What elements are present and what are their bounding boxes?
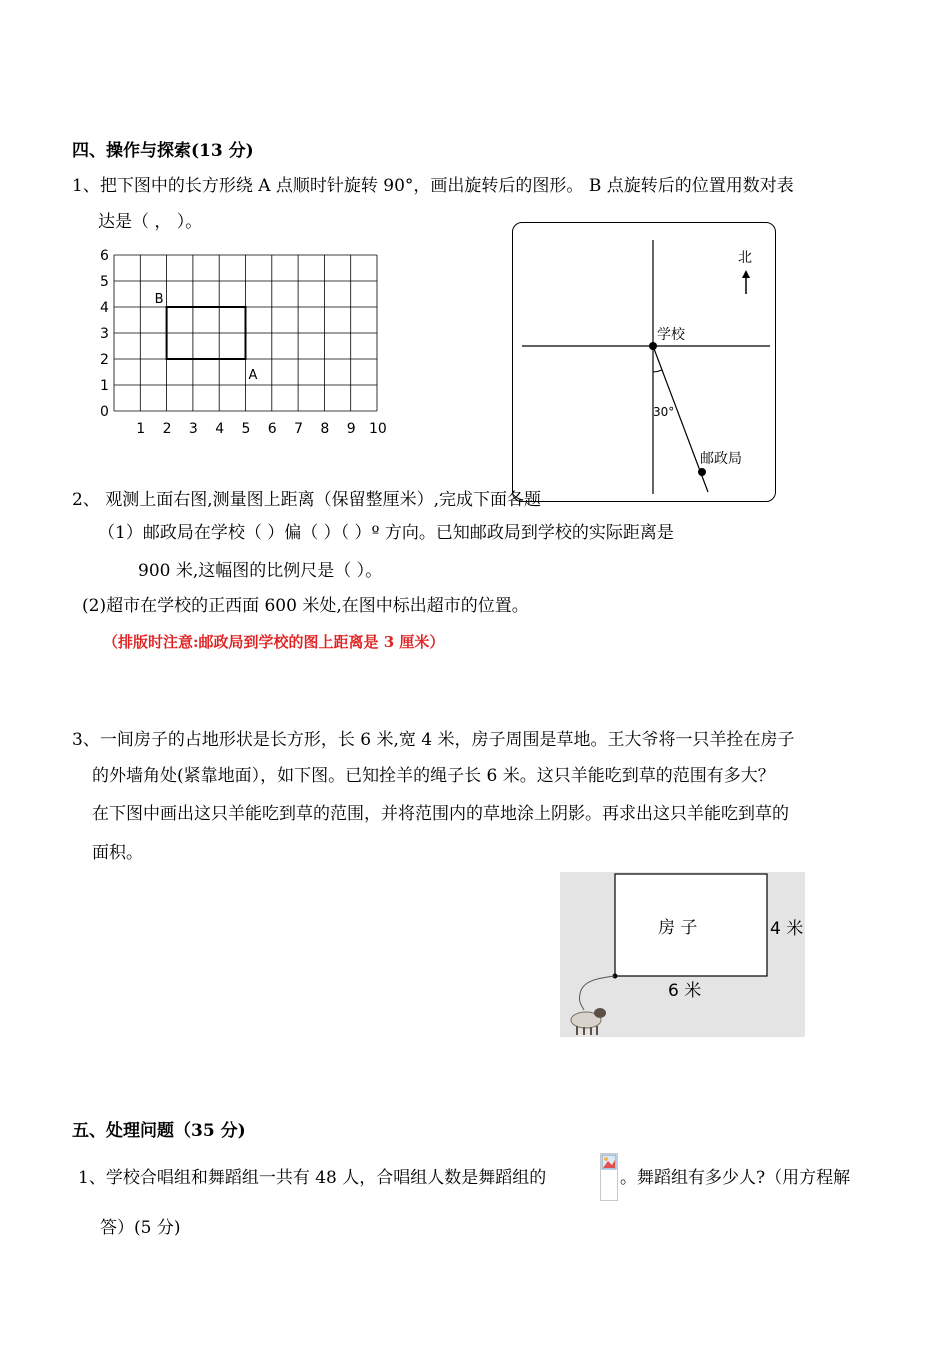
question-4-1-line-2: 达是（ ， ）。 [98, 212, 203, 232]
y-tick-label: 1 [100, 378, 109, 394]
post-office-point [698, 468, 706, 476]
y-tick-label: 6 [100, 248, 109, 264]
question-4-2-line-2: （1）邮政局在学校（ ）偏（ ）（ ）º 方向。已知邮政局到学校的实际距离是 [98, 523, 674, 543]
x-tick-label: 1 [136, 421, 146, 437]
question-5-1-line-1b: 。舞蹈组有多少人?（用方程解 [620, 1168, 851, 1188]
coordinate-grid [92, 246, 402, 441]
x-axis-labels [136, 421, 387, 437]
typesetting-note: （排版时注意:邮政局到学校的图上距离是 3 厘米） [103, 633, 445, 651]
length-label: 6 米 [668, 981, 702, 1001]
house-label: 房 子 [658, 918, 698, 938]
question-4-2-line-4: (2)超市在学校的正西面 600 米处,在图中标出超市的位置。 [82, 596, 529, 616]
point-b-label: B [154, 292, 164, 307]
rope [579, 976, 615, 1010]
question-4-3-line-4: 面积。 [92, 843, 143, 863]
question-4-3-line-2: 的外墙角处(紧靠地面），如下图。已知拴羊的绳子长 6 米。这只羊能吃到草的范围有多大？ [92, 766, 775, 786]
y-axis-labels [100, 248, 109, 420]
x-tick-label: 4 [215, 421, 225, 437]
x-tick-label: 10 [369, 421, 387, 437]
direction-map [512, 222, 776, 502]
question-5-1-line-2: 答）(5 分) [100, 1218, 181, 1238]
section-5-title: 五、处理问题（35 分) [72, 1121, 246, 1141]
section-4-title: 四、操作与探索(13 分) [72, 141, 254, 161]
question-5-1-line-1a: 1、学校合唱组和舞蹈组一共有 48 人，合唱组人数是舞蹈组的 [78, 1168, 547, 1188]
school-label: 学校 [657, 327, 685, 343]
x-tick-label: 2 [162, 421, 172, 437]
x-tick-label: 6 [267, 421, 277, 437]
x-tick-label: 7 [294, 421, 304, 437]
width-label: 4 米 [770, 919, 804, 939]
y-tick-label: 2 [100, 352, 109, 368]
angle-label: 30° [653, 405, 675, 419]
sheep-icon [571, 1008, 606, 1035]
x-tick-label: 5 [241, 421, 251, 437]
x-tick-label: 9 [346, 421, 356, 437]
post-office-label: 邮政局 [700, 451, 742, 467]
question-4-2-line-1: 2、 观测上面右图,测量图上距离（保留整厘米）,完成下面各题 [72, 490, 542, 510]
question-4-3-line-3: 在下图中画出这只羊能吃到草的范围，并将范围内的草地涂上阴影。再求出这只羊能吃到草的 [92, 804, 789, 824]
x-tick-label: 3 [188, 421, 198, 437]
school-point [649, 342, 657, 350]
angle-arc [653, 370, 662, 372]
y-tick-label: 5 [100, 274, 109, 290]
y-tick-label: 0 [100, 404, 109, 420]
north-arrow-head [742, 270, 750, 278]
north-label: 北 [738, 250, 752, 266]
y-tick-label: 3 [100, 326, 109, 342]
house-yard-figure [560, 872, 805, 1037]
question-4-3-line-1: 3、一间房子的占地形状是长方形，长 6 米,宽 4 米，房子周围是草地。王大爷将一只羊拴在房子 [72, 730, 795, 750]
question-4-2-line-3: 900 米,这幅图的比例尺是（ ）。 [138, 561, 383, 581]
x-tick-label: 8 [320, 421, 330, 437]
y-tick-label: 4 [100, 300, 109, 316]
fraction-image-placeholder-icon [600, 1153, 618, 1201]
point-a-label: A [248, 368, 258, 383]
question-4-1-line-1: 1、把下图中的长方形绕 A 点顺时针旋转 90°，画出旋转后的图形。 B 点旋转后的位置用数对表 [72, 176, 794, 196]
